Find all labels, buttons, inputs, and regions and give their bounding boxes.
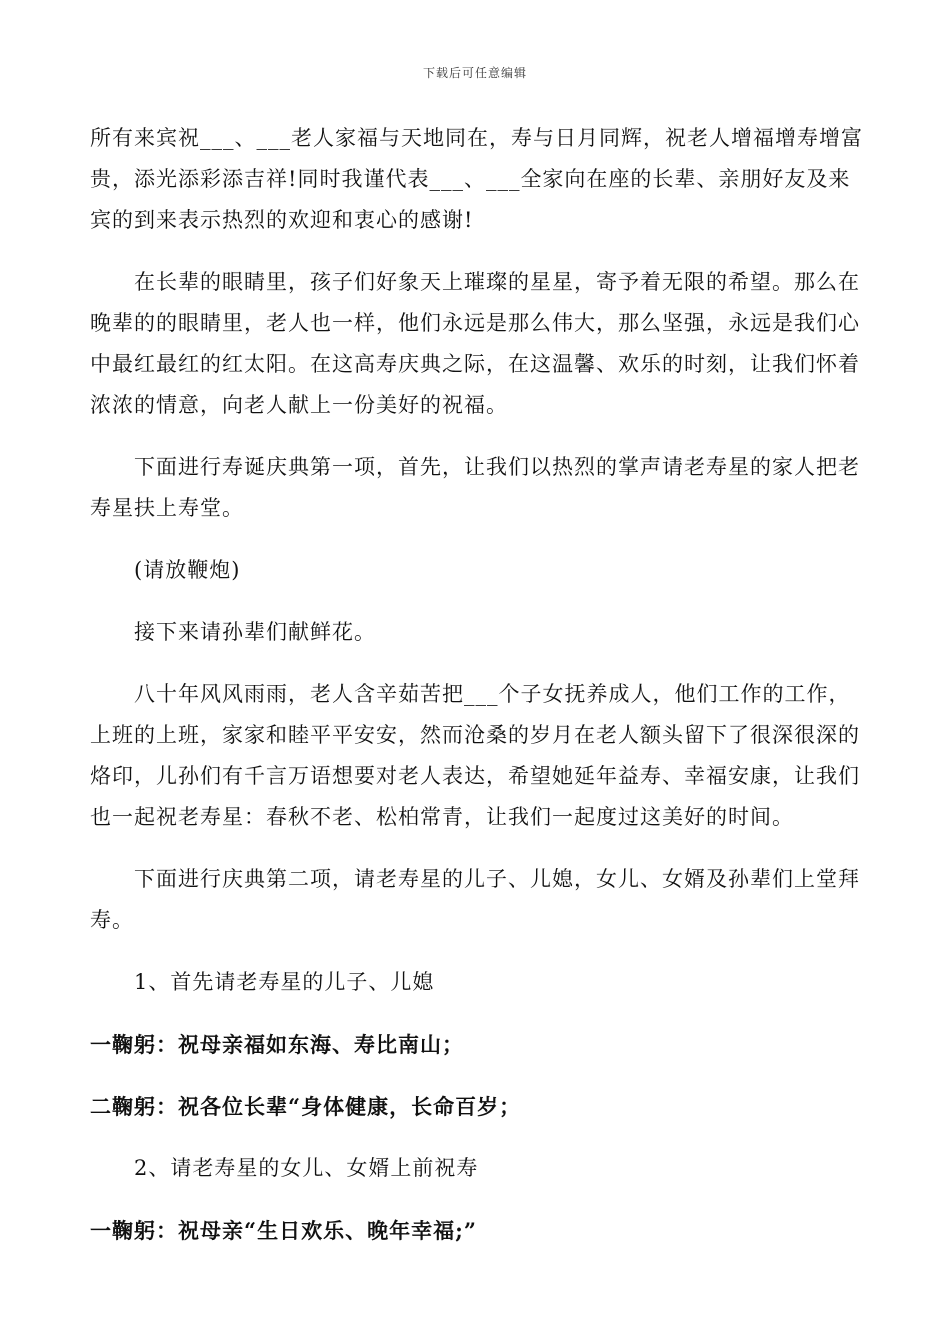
paragraph: 下面进行寿诞庆典第一项，首先，让我们以热烈的掌声请老寿星的家人把老寿星扶上寿堂。 bbox=[90, 455, 860, 520]
bold-line: 二鞠躬：祝各位长辈“身体健康，长命百岁； bbox=[90, 1094, 522, 1119]
paragraph: 在长辈的眼睛里，孩子们好象天上璀璨的星星，寄予着无限的希望。那么在晚辈的的眼睛里，老人也一样，他们永远是那么伟大，那么坚强，永远是我们心中最红最红的红太阳。在这高寿庆典之际，在这温馨、欢乐的时刻，让我们怀着浓浓的情意，向老人献上一份美好的祝福。 bbox=[90, 270, 860, 417]
paragraph: 所有来宾祝___、___老人家福与天地同在，寿与日月同辉，祝老人增福增寿增富贵，添光添彩添吉祥!同时我谨代表___、___全家向在座的长辈、亲朋好友及来宾的到来表示热烈的欢迎和衷心的感谢! bbox=[90, 126, 863, 232]
list-item: 1、首先请老寿星的儿子、儿媳 bbox=[134, 970, 435, 994]
list-item: 2、请老寿星的女儿、女婿上前祝寿 bbox=[134, 1156, 479, 1180]
paragraph: (请放鞭炮) bbox=[134, 558, 241, 582]
paragraph: 接下来请孙辈们献鲜花。 bbox=[134, 620, 376, 644]
bold-line: 一鞠躬：祝母亲“生日欢乐、晚年幸福;” bbox=[90, 1218, 477, 1243]
page-header: 下载后可任意编辑 bbox=[422, 66, 527, 80]
document-body bbox=[90, 118, 870, 1272]
paragraph: 下面进行庆典第二项，请老寿星的儿子、儿媳，女儿、女婿及孙辈们上堂拜寿。 bbox=[90, 867, 860, 932]
bold-line: 一鞠躬：祝母亲福如东海、寿比南山； bbox=[90, 1032, 464, 1057]
paragraph: 八十年风风雨雨，老人含辛茹苦把___个子女抚养成人，他们工作的工作，上班的上班，家家和睦平平安安，然而沧桑的岁月在老人额头留下了很深很深的烙印，儿孙们有千言万语想要对老人表达，希望她延年益寿、幸福安康，让我们也一起祝老寿星：春秋不老、松柏常青，让我们一起度过这美好的时间。 bbox=[90, 682, 860, 829]
